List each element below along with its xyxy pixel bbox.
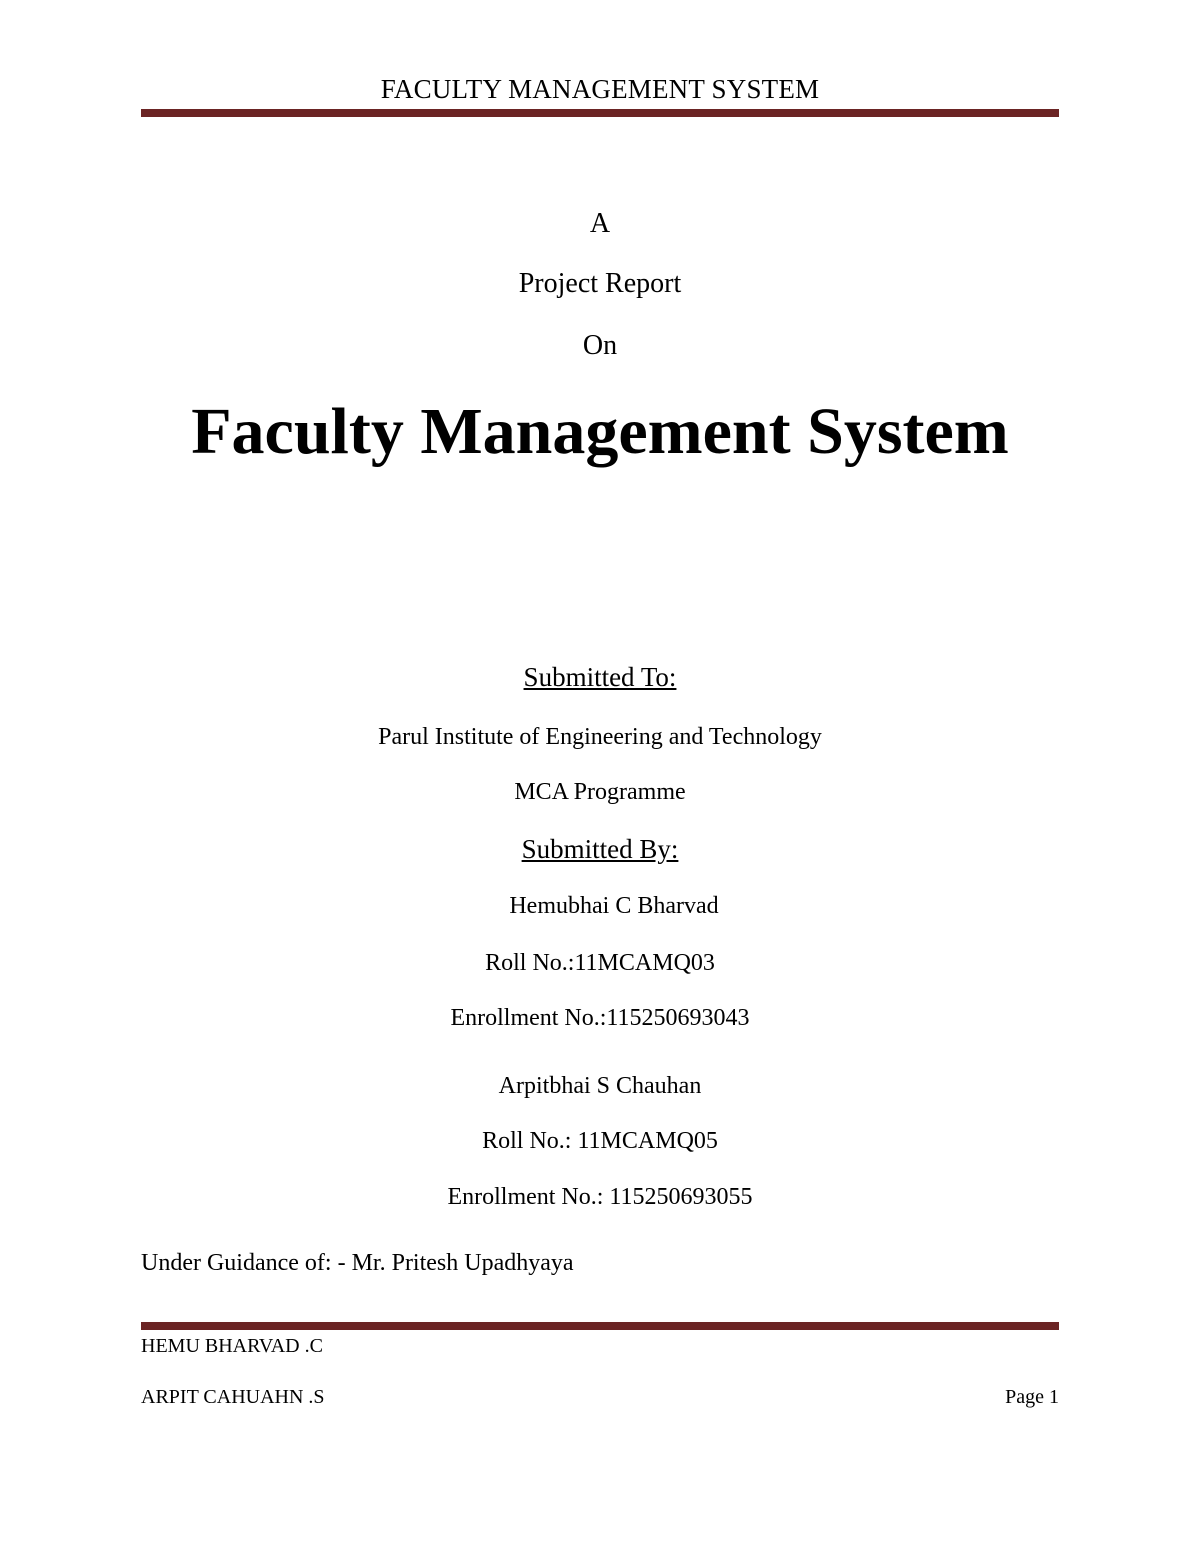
guidance-line: Under Guidance of: - Mr. Pritesh Upadhyaya bbox=[141, 1250, 574, 1276]
report-title: Faculty Management System bbox=[191, 395, 1009, 468]
header-rule bbox=[141, 109, 1059, 117]
programme-name: MCA Programme bbox=[514, 779, 686, 805]
footer-rule bbox=[141, 1322, 1059, 1330]
student-roll: Roll No.:11MCAMQ03 bbox=[485, 950, 715, 976]
submitted-by-heading: Submitted By: bbox=[521, 834, 679, 864]
student-roll: Roll No.: 11MCAMQ05 bbox=[482, 1128, 718, 1154]
student-enrollment: Enrollment No.: 115250693055 bbox=[447, 1184, 753, 1210]
student-enrollment: Enrollment No.:115250693043 bbox=[450, 1005, 750, 1031]
page-header-title: FACULTY MANAGEMENT SYSTEM bbox=[380, 74, 820, 104]
page-number: Page 1 bbox=[1005, 1386, 1059, 1408]
institute-name: Parul Institute of Engineering and Technology bbox=[378, 724, 822, 750]
footer-author-2: ARPIT CAHUAHN .S bbox=[141, 1386, 325, 1408]
cover-line-project-report: Project Report bbox=[518, 268, 682, 299]
student-name: Arpitbhai S Chauhan bbox=[498, 1073, 702, 1099]
cover-line-on: On bbox=[582, 330, 618, 361]
submitted-to-heading: Submitted To: bbox=[523, 662, 677, 692]
footer-author-1: HEMU BHARVAD .C bbox=[141, 1335, 323, 1357]
cover-line-a: A bbox=[589, 208, 611, 239]
student-name: Hemubhai C Bharvad bbox=[509, 893, 719, 919]
